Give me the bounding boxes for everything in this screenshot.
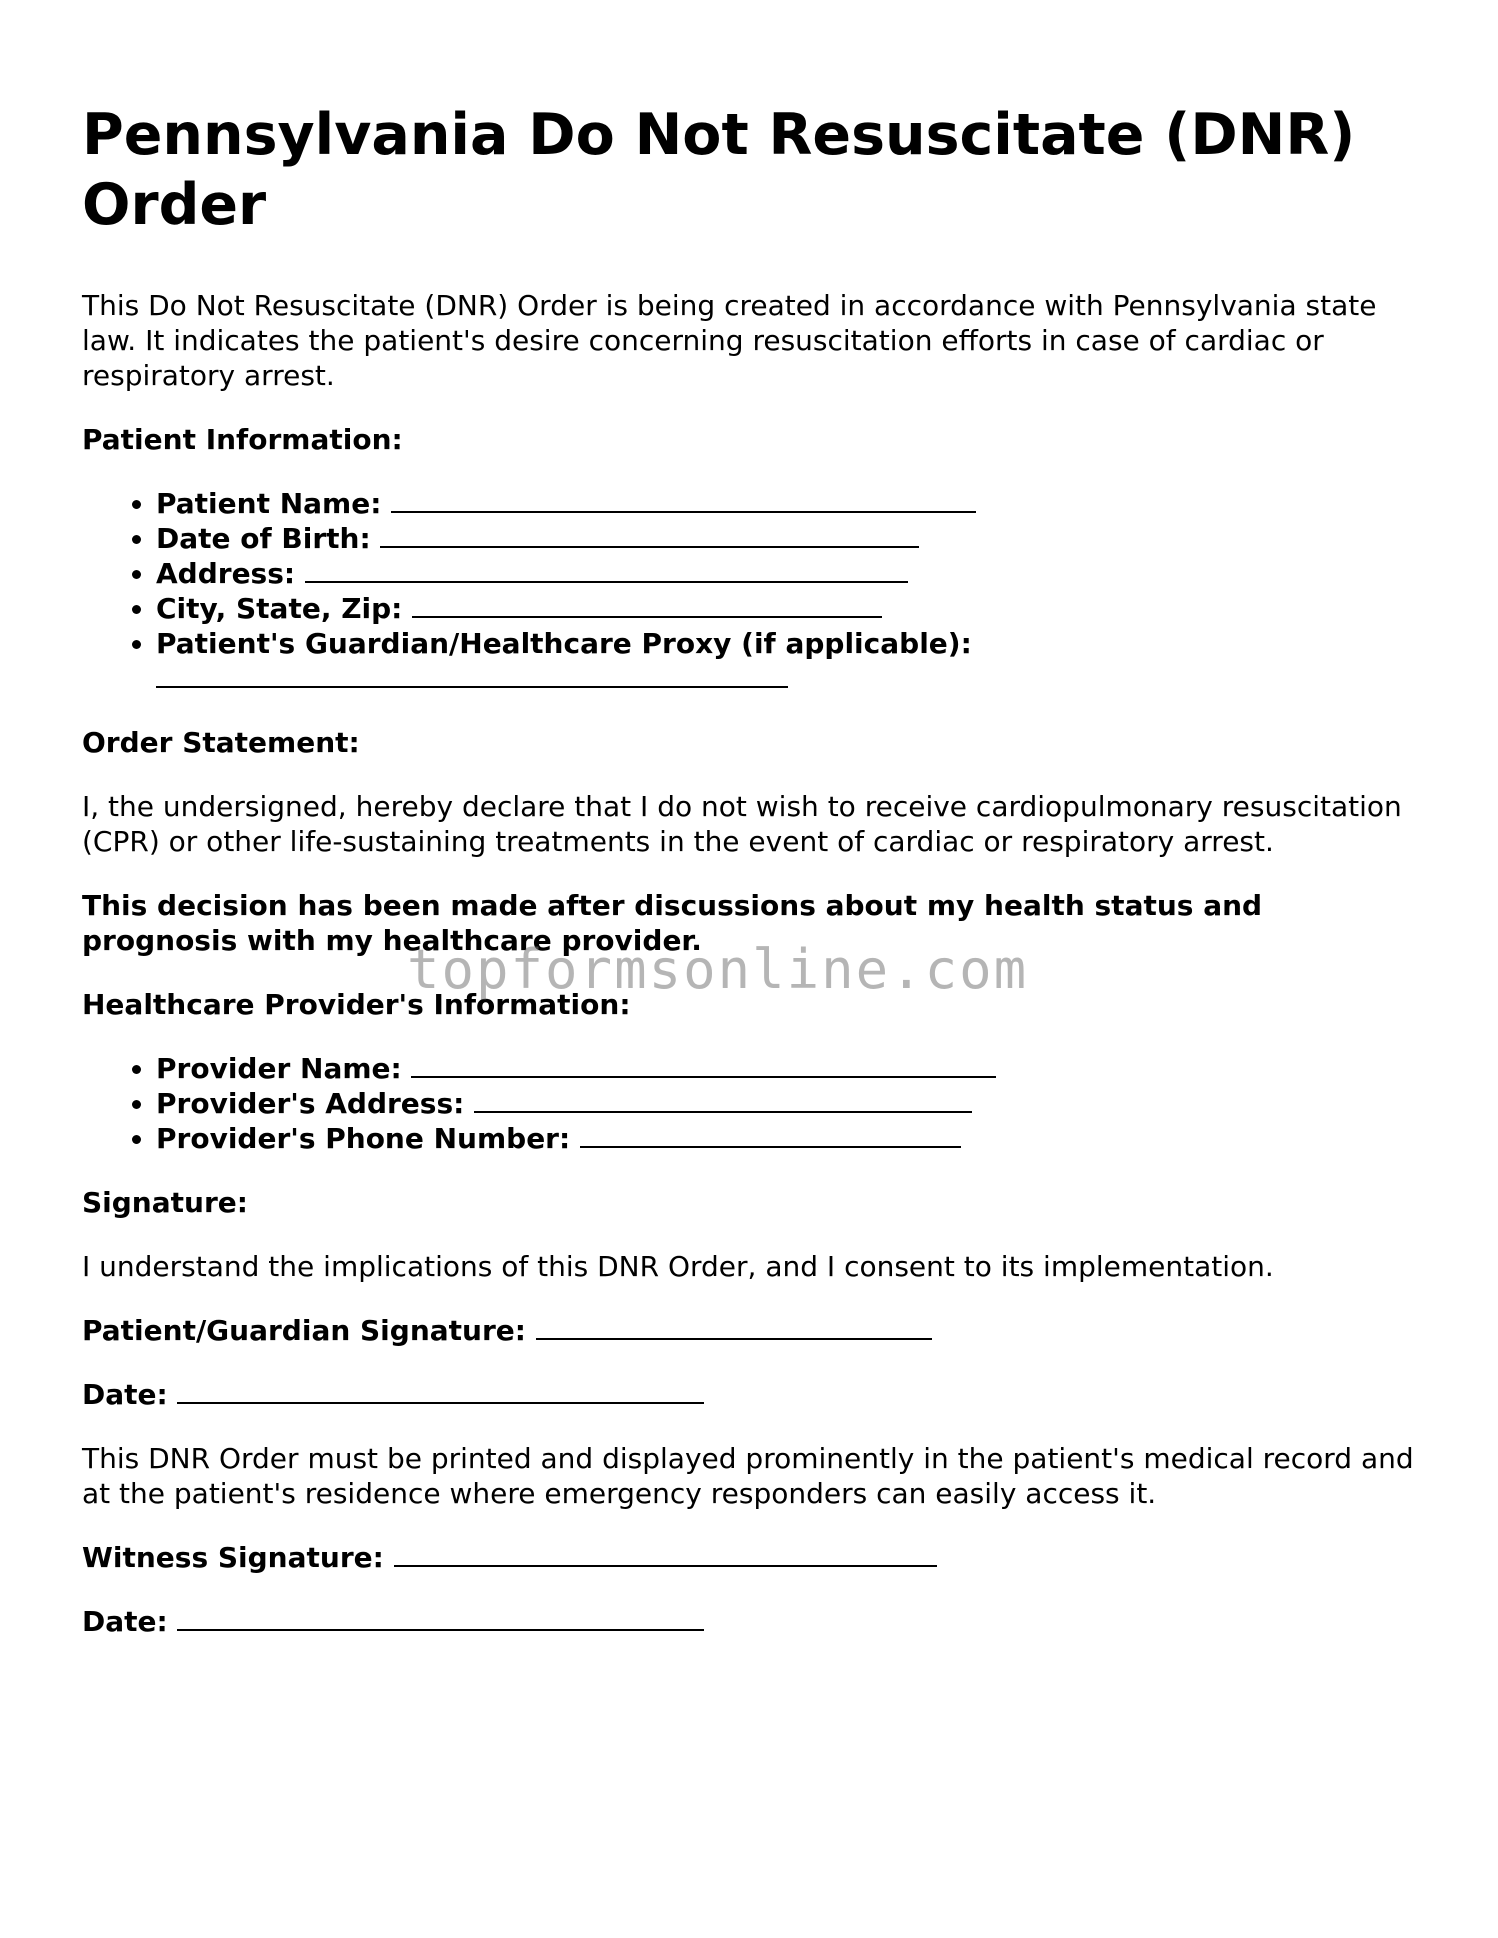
provider-phone-label: Provider's Phone Number: [156,1122,571,1155]
city-state-zip-label: City, State, Zip: [156,592,403,625]
provider-info-heading: Healthcare Provider's Information: [82,988,631,1021]
date-label-1: Date: [82,1378,168,1411]
dob-item [156,521,1422,556]
patient-name-label: Patient Name: [156,487,382,520]
consent-text: I understand the implications of this DNR Order, and I consent to its implementation. [82,1250,1274,1283]
witness-signature-label: Witness Signature: [82,1541,384,1574]
dob-field[interactable] [380,524,919,548]
order-statement-heading: Order Statement: [82,726,360,759]
patient-name-field[interactable] [391,489,976,513]
provider-phone-item [156,1121,1422,1156]
document [82,100,1422,1668]
provider-name-item [156,1051,1422,1086]
patient-signature-line [82,1313,1422,1348]
provider-phone-field[interactable] [580,1124,961,1148]
patient-name-item [156,486,1422,521]
city-state-zip-item [156,591,1422,626]
date-label-2: Date: [82,1605,168,1638]
guardian-item [156,626,1422,696]
date-field-2[interactable] [177,1607,704,1631]
guardian-field[interactable] [156,664,788,688]
provider-name-label: Provider Name: [156,1052,402,1085]
provider-address-field[interactable] [474,1089,972,1113]
guardian-label: Patient's Guardian/Healthcare Proxy (if applicable): [156,627,972,660]
date-line-1 [82,1377,1422,1412]
city-state-zip-field[interactable] [412,594,882,618]
watermark: topformsonline.com [407,938,1029,1001]
dob-label: Date of Birth: [156,522,371,555]
display-note: This DNR Order must be printed and displayed prominently in the patient's medical record and at the patient's residence where emergency responders can easily access it. [82,1442,1414,1510]
address-label: Address: [156,557,296,590]
date-line-2 [82,1604,1422,1639]
witness-signature-line [82,1540,1422,1575]
address-field[interactable] [305,559,908,583]
address-item [156,556,1422,591]
provider-address-label: Provider's Address: [156,1087,465,1120]
provider-info-list [82,1051,1422,1156]
signature-heading: Signature: [82,1186,248,1219]
witness-signature-field[interactable] [394,1543,937,1567]
order-statement-text: I, the undersigned, hereby declare that I do not wish to receive cardiopulmonary resuscitation (CPR) or other life-sustaining treatments in the event of cardiac or respiratory arrest. [82,790,1402,858]
provider-address-item [156,1086,1422,1121]
page-title: Pennsylvania Do Not Resuscitate (DNR) Order [82,102,1356,238]
patient-signature-label: Patient/Guardian Signature: [82,1314,526,1347]
patient-info-list [82,486,1422,696]
decision-statement: This decision has been made after discussions about my health status and prognosis with my healthcare provider. [82,889,1263,957]
provider-name-field[interactable] [411,1054,996,1078]
intro-paragraph: This Do Not Resuscitate (DNR) Order is being created in accordance with Pennsylvania state law. It indicates the patient's desire concerning resuscitation efforts in case of cardiac or respiratory arrest. [82,289,1377,392]
patient-info-heading: Patient Information: [82,423,403,456]
patient-signature-field[interactable] [536,1316,932,1340]
date-field-1[interactable] [177,1380,704,1404]
